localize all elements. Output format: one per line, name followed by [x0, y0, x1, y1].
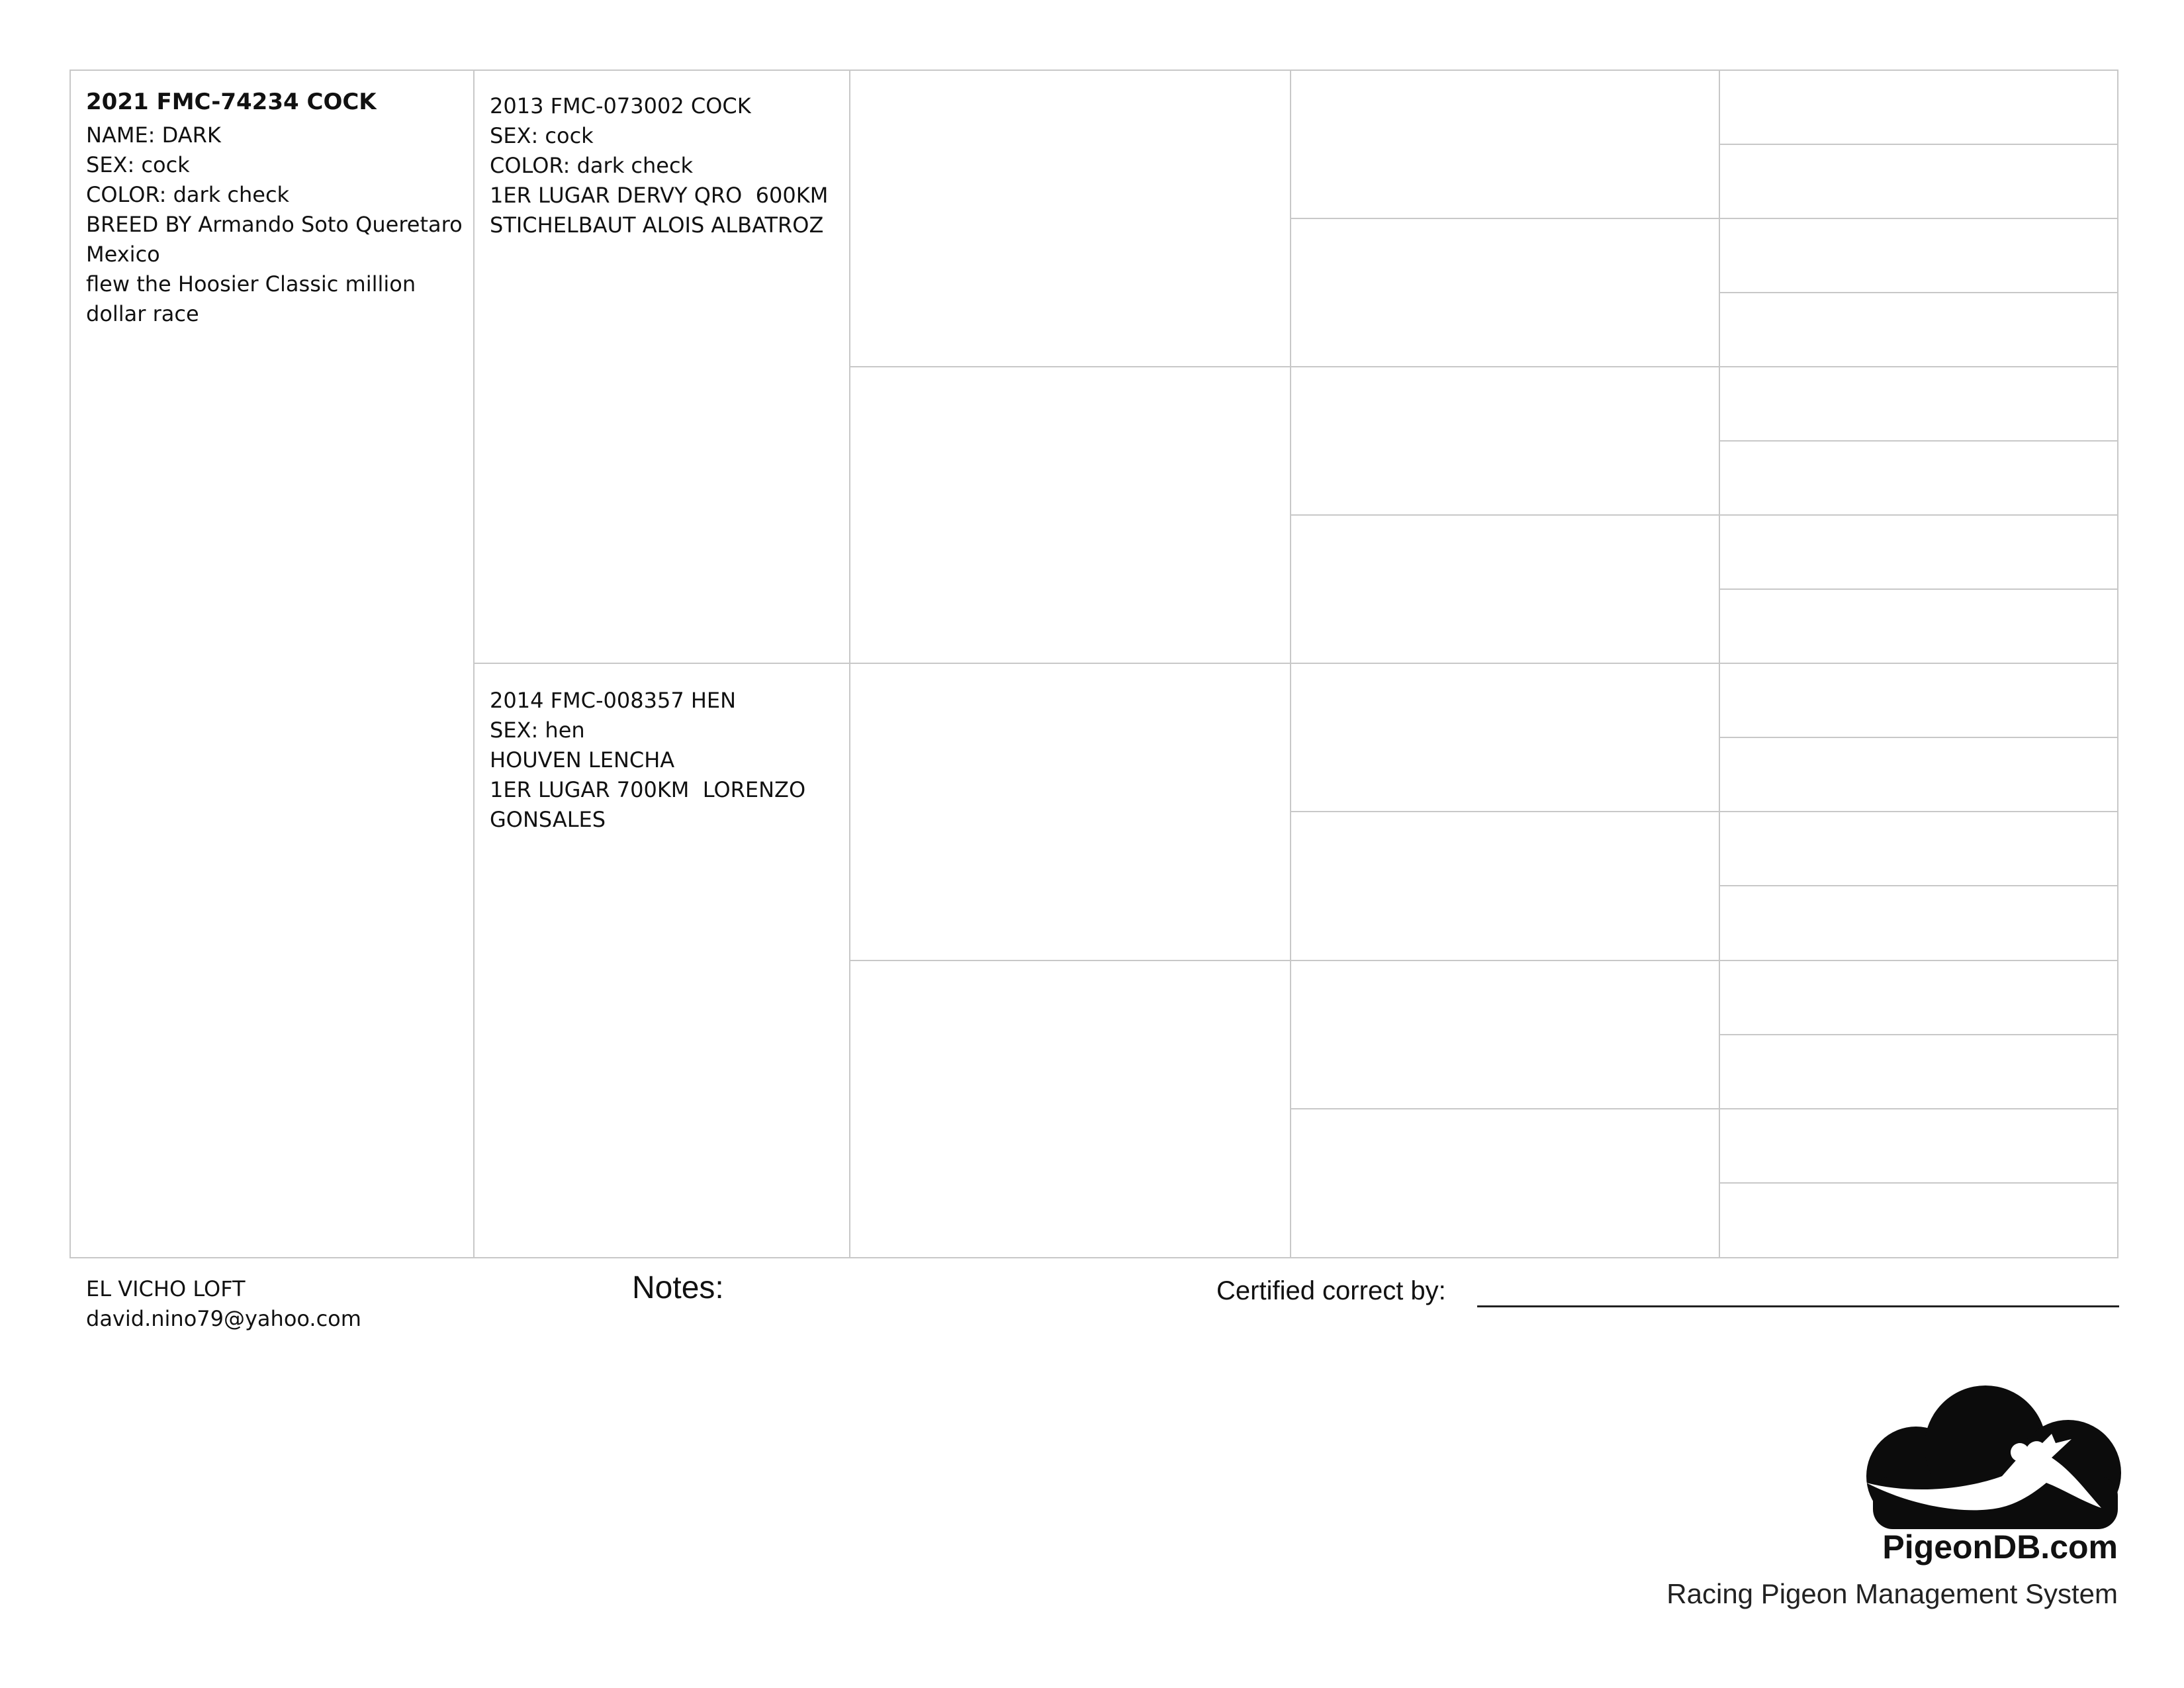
- sire-line: 1ER LUGAR DERVY QRO 600KM: [490, 183, 829, 208]
- great-grandparent-cell: [1290, 960, 1720, 1109]
- gg-grandparent-cell: [1719, 885, 2118, 961]
- gg-grandparent-cell: [1719, 366, 2118, 442]
- great-grandparent-cell: [1290, 514, 1720, 664]
- gg-grandparent-cell: [1719, 960, 2118, 1035]
- grandparent-cell: [849, 70, 1291, 367]
- sire-info: [490, 91, 847, 240]
- subject-line: flew the Hoosier Classic million: [86, 271, 416, 297]
- subject-line: SEX: cock: [86, 152, 190, 177]
- grandparent-cell: [849, 960, 1291, 1258]
- dam-info: [490, 686, 847, 835]
- pigeon-cloud-logo-icon: [1853, 1383, 2131, 1529]
- great-grandparent-cell: [1290, 663, 1720, 812]
- gg-grandparent-cell: [1719, 218, 2118, 293]
- great-grandparent-cell: [1290, 811, 1720, 961]
- gg-grandparent-cell: [1719, 70, 2118, 145]
- gg-grandparent-cell: [1719, 292, 2118, 367]
- gg-grandparent-cell: [1719, 1108, 2118, 1184]
- gg-grandparent-cell: [1719, 1034, 2118, 1109]
- subject-line: NAME: DARK: [86, 122, 221, 148]
- dam-line: 1ER LUGAR 700KM LORENZO: [490, 777, 806, 802]
- subject-title: 2021 FMC-74234 COCK: [86, 89, 377, 115]
- great-grandparent-cell: [1290, 366, 1720, 516]
- sire-line: STICHELBAUT ALOIS ALBATROZ: [490, 212, 824, 238]
- sire-line: COLOR: dark check: [490, 153, 694, 178]
- dam-line: 2014 FMC-008357 HEN: [490, 688, 737, 713]
- logo-name: PigeonDB.com: [1882, 1528, 2118, 1566]
- logo-tagline: Racing Pigeon Management System: [1666, 1578, 2118, 1609]
- dam-line: SEX: hen: [490, 718, 585, 743]
- great-grandparent-cell: [1290, 1108, 1720, 1258]
- notes-label: Notes:: [632, 1270, 724, 1305]
- gg-grandparent-cell: [1719, 737, 2118, 812]
- sire-line: 2013 FMC-073002 COCK: [490, 93, 751, 118]
- sire-line: SEX: cock: [490, 123, 594, 148]
- subject-info: [86, 85, 470, 329]
- subject-line: Mexico: [86, 242, 160, 267]
- gg-grandparent-cell: [1719, 440, 2118, 516]
- gg-grandparent-cell: [1719, 663, 2118, 738]
- gg-grandparent-cell: [1719, 1182, 2118, 1258]
- signature-line: [1477, 1305, 2119, 1307]
- gg-grandparent-cell: [1719, 144, 2118, 219]
- great-grandparent-cell: [1290, 218, 1720, 367]
- grandparent-cell: [849, 663, 1291, 961]
- gg-grandparent-cell: [1719, 588, 2118, 664]
- loft-info: [86, 1274, 361, 1334]
- gg-grandparent-cell: [1719, 811, 2118, 886]
- certified-label: Certified correct by:: [1216, 1276, 1446, 1305]
- gg-grandparent-cell: [1719, 514, 2118, 590]
- loft-email: david.nino79@yahoo.com: [86, 1306, 361, 1331]
- subject-line: BREED BY Armando Soto Queretaro: [86, 212, 463, 237]
- subject-line: dollar race: [86, 301, 199, 326]
- great-grandparent-cell: [1290, 70, 1720, 219]
- loft-name: EL VICHO LOFT: [86, 1276, 246, 1301]
- subject-line: COLOR: dark check: [86, 182, 290, 207]
- dam-line: GONSALES: [490, 807, 606, 832]
- dam-line: HOUVEN LENCHA: [490, 747, 675, 773]
- grandparent-cell: [849, 366, 1291, 664]
